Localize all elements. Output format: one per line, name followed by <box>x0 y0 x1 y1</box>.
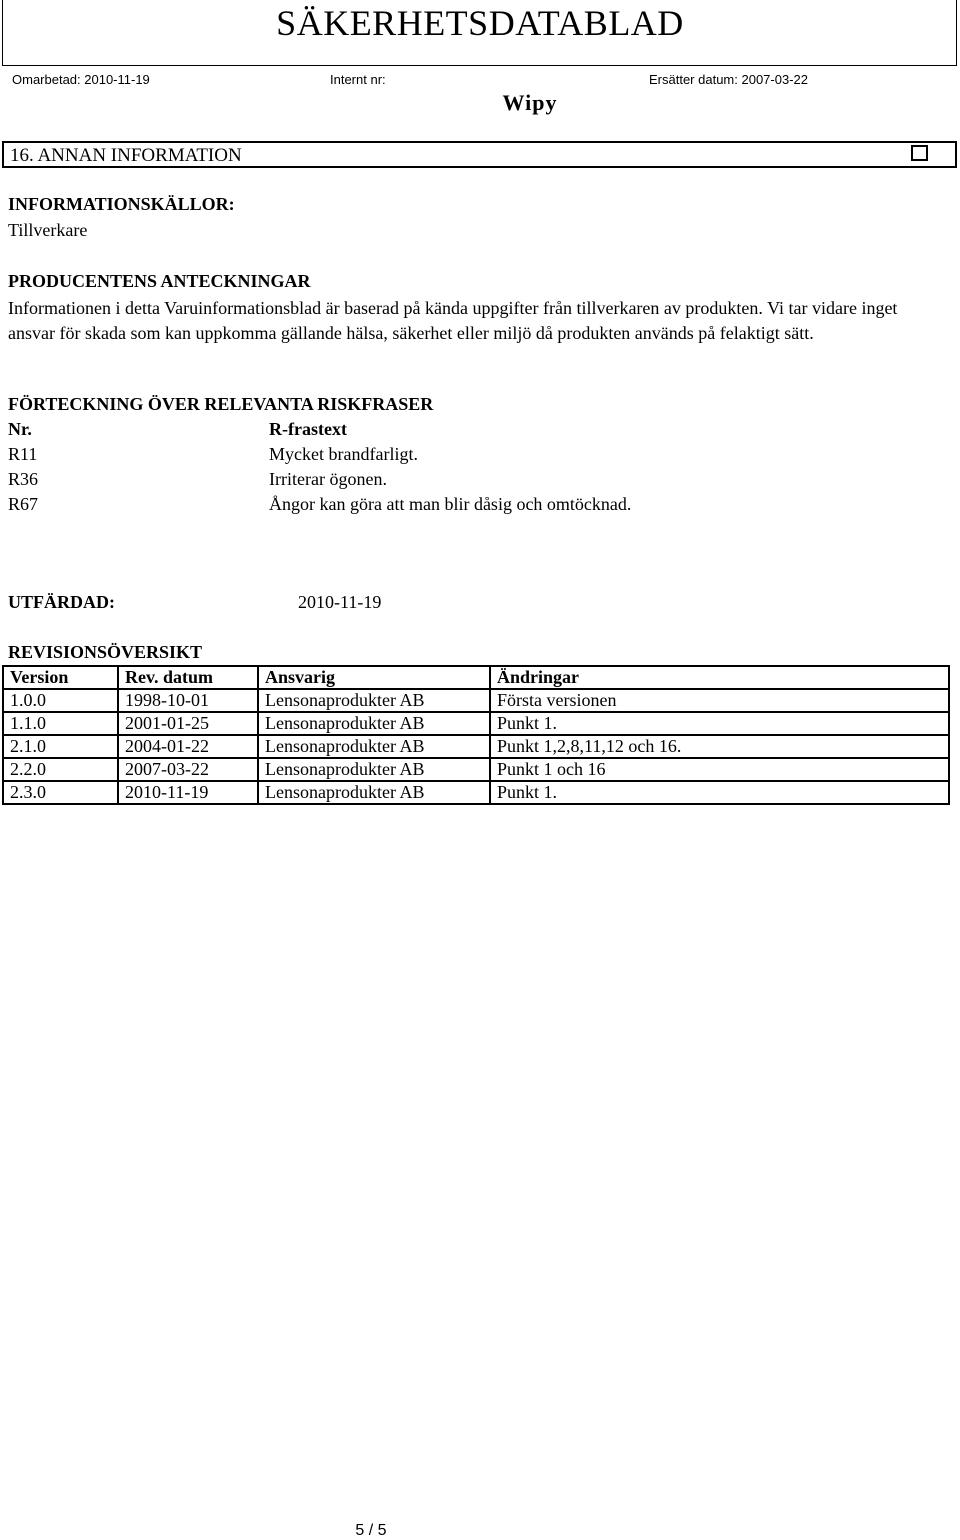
issued-value: 2010-11-19 <box>298 592 382 612</box>
section-checkbox[interactable] <box>911 145 928 161</box>
notes-label: PRODUCENTENS ANTECKNINGAR <box>8 271 311 291</box>
table-row <box>3 712 949 735</box>
section-heading: 16. ANNAN INFORMATION <box>10 145 242 166</box>
table-cell: 2001-01-25 <box>118 712 258 735</box>
revision-table <box>2 665 950 805</box>
table-cell: 1.1.0 <box>3 712 118 735</box>
revised-date: Omarbetad: 2010-11-19 <box>12 72 150 87</box>
risk-nr: R11 <box>8 444 38 464</box>
table-cell: Punkt 1. <box>490 781 949 804</box>
table-row <box>3 781 949 804</box>
risk-col-text: R-frastext <box>269 419 347 439</box>
sources-value: Tillverkare <box>8 220 88 240</box>
column-header: Version <box>3 666 118 689</box>
table-cell: 1.0.0 <box>3 689 118 712</box>
table-cell: 2.3.0 <box>3 781 118 804</box>
table-cell: Lensonaprodukter AB <box>258 689 490 712</box>
internal-number: Internt nr: <box>330 72 386 87</box>
table-cell: Lensonaprodukter AB <box>258 758 490 781</box>
table-cell: 2.1.0 <box>3 735 118 758</box>
risk-text: Irriterar ögonen. <box>269 469 387 489</box>
table-cell: Punkt 1,2,8,11,12 och 16. <box>490 735 949 758</box>
revision-heading: REVISIONSÖVERSIKT <box>8 642 203 662</box>
table-row <box>3 735 949 758</box>
column-header: Rev. datum <box>118 666 258 689</box>
table-cell: Punkt 1. <box>490 712 949 735</box>
risk-heading: FÖRTECKNING ÖVER RELEVANTA RISKFRASER <box>8 394 434 414</box>
table-cell: Punkt 1 och 16 <box>490 758 949 781</box>
table-cell: 1998-10-01 <box>118 689 258 712</box>
table-cell: 2010-11-19 <box>118 781 258 804</box>
risk-col-nr: Nr. <box>8 419 32 439</box>
table-cell: Lensonaprodukter AB <box>258 712 490 735</box>
issued-label: UTFÄRDAD: <box>8 592 115 612</box>
table-row <box>3 758 949 781</box>
risk-nr: R67 <box>8 494 39 514</box>
table-cell: 2004-01-22 <box>118 735 258 758</box>
table-cell: Lensonaprodukter AB <box>258 735 490 758</box>
table-cell: Första versionen <box>490 689 949 712</box>
table-cell: Lensonaprodukter AB <box>258 781 490 804</box>
column-header: Ändringar <box>490 666 949 689</box>
risk-text: Mycket brandfarligt. <box>269 444 418 464</box>
risk-text: Ångor kan göra att man blir dåsig och omtöcknad. <box>269 494 632 514</box>
page-number: 5 / 5 <box>355 1522 387 1539</box>
table-cell: 2.2.0 <box>3 758 118 781</box>
product-name: Wipy <box>502 90 558 115</box>
replaces-date: Ersätter datum: 2007-03-22 <box>649 72 808 87</box>
notes-text: Informationen i detta Varuinformationsblad är baserad på kända uppgifter från tillverkaren av produkten. Vi tar vidare inget ansvar för skada som kan uppkomma gällande hälsa, säkerhet eller miljö då produkten används på felaktigt sätt. <box>8 298 898 343</box>
column-header: Ansvarig <box>258 666 490 689</box>
table-row <box>3 689 949 712</box>
sources-label: INFORMATIONSKÄLLOR: <box>8 194 235 214</box>
risk-nr: R36 <box>8 469 39 489</box>
document-title: SÄKERHETSDATABLAD <box>276 3 684 43</box>
table-header-row <box>3 666 949 689</box>
section-header <box>2 141 957 168</box>
table-cell: 2007-03-22 <box>118 758 258 781</box>
